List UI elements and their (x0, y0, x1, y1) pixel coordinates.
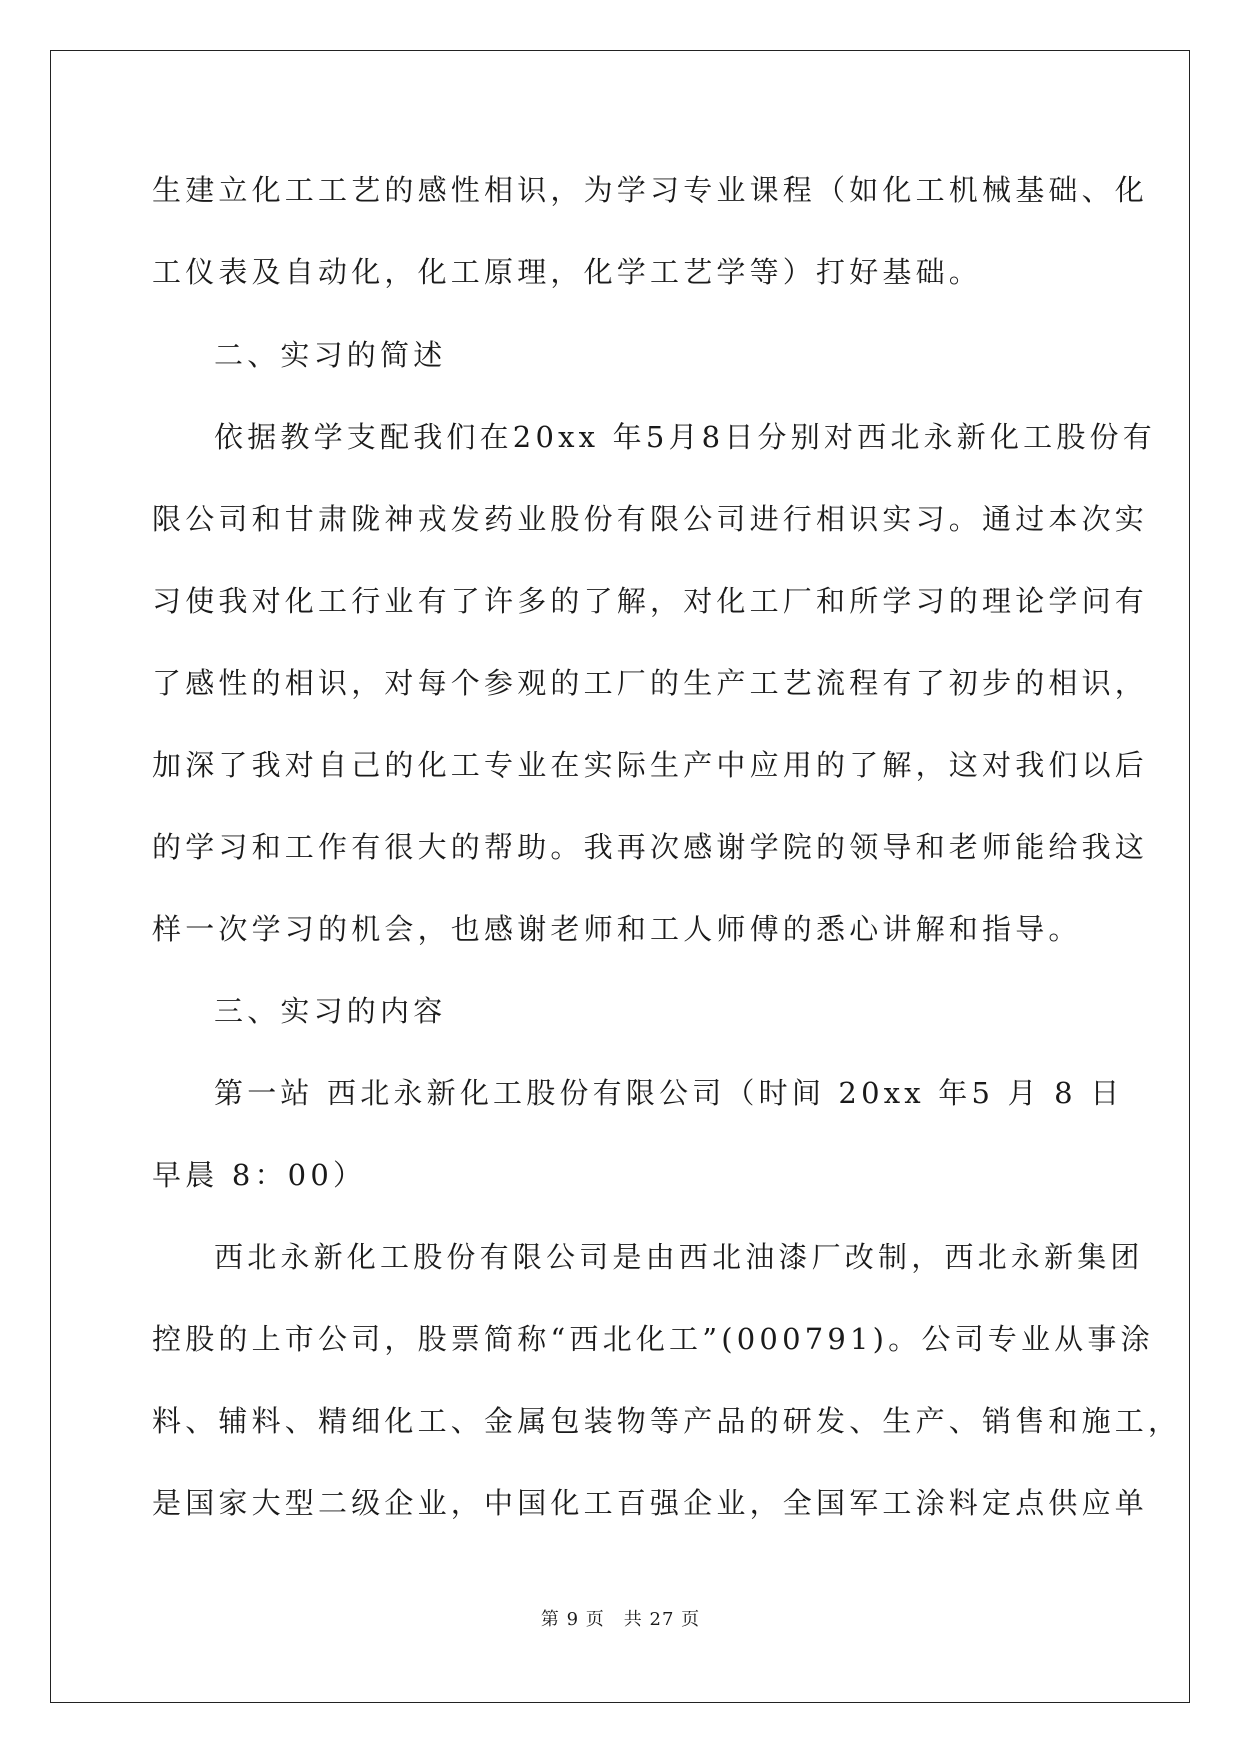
section-heading: 二、实习的简述 (214, 338, 447, 372)
body-text-line: 早晨 8：00） (152, 1158, 367, 1192)
page-number: 第 9 页 共 27 页 (540, 1609, 701, 1630)
body-text-line: 加深了我对自己的化工专业在实际生产中应用的了解，这对我们以后 (152, 748, 1149, 782)
body-text-line: 第一站 西北永新化工股份有限公司（时间 20xx 年5 月 8 日 (214, 1076, 1124, 1110)
body-text-line: 料、辅料、精细化工、金属包装物等产品的研发、生产、销售和施工， (152, 1404, 1182, 1438)
section-heading: 三、实习的内容 (214, 994, 447, 1028)
page-border (50, 50, 1190, 1703)
body-text-line: 习使我对化工行业有了许多的了解，对化工厂和所学习的理论学问有 (152, 584, 1149, 618)
body-text-line: 的学习和工作有很大的帮助。我再次感谢学院的领导和老师能给我这 (152, 830, 1149, 864)
body-text-line: 生建立化工工艺的感性相识，为学习专业课程（如化工机械基础、化 (152, 173, 1149, 207)
body-text-line: 限公司和甘肃陇神戎发药业股份有限公司进行相识实习。通过本次实 (152, 502, 1149, 536)
body-text-line: 工仪表及自动化，化工原理，化学工艺学等）打好基础。 (152, 255, 983, 289)
body-text-line: 西北永新化工股份有限公司是由西北油漆厂改制，西北永新集团 (214, 1240, 1144, 1274)
body-text-line: 了感性的相识，对每个参观的工厂的生产工艺流程有了初步的相识， (152, 666, 1149, 700)
body-text-line: 依据教学支配我们在20xx 年5月8日分别对西北永新化工股份有 (214, 420, 1156, 454)
body-text-line: 样一次学习的机会，也感谢老师和工人师傅的悉心讲解和指导。 (152, 912, 1082, 946)
body-text-line: 是国家大型二级企业，中国化工百强企业，全国军工涂料定点供应单 (152, 1486, 1149, 1520)
body-text-line: 控股的上市公司，股票简称“西北化工”(000791)。公司专业从事涂 (152, 1322, 1154, 1356)
